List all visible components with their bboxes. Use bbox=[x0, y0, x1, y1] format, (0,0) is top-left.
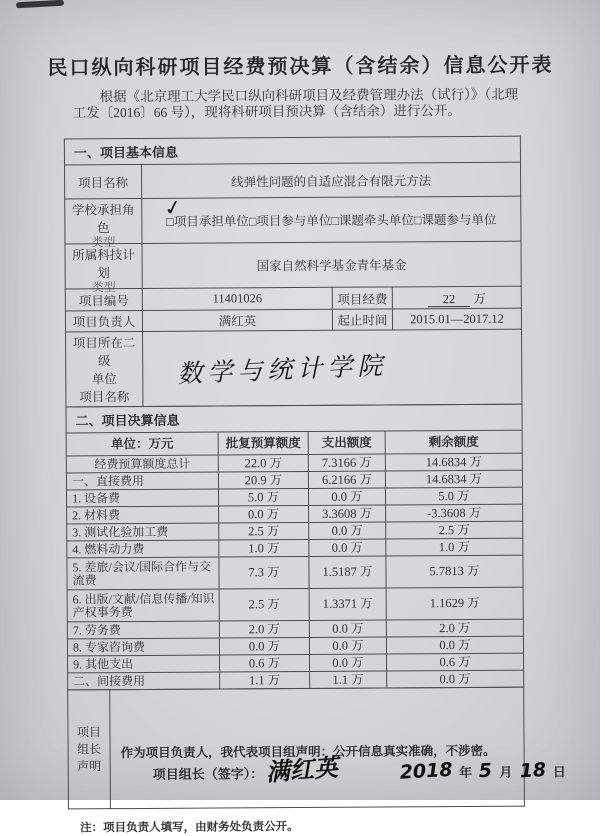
date-day-unit: 日 bbox=[553, 761, 566, 780]
cell-spent: 0.0 万 bbox=[309, 522, 386, 539]
declaration-row bbox=[68, 687, 525, 809]
cell-approved: 1.1 万 bbox=[220, 671, 310, 689]
cell-name: 7. 劳务费 bbox=[67, 621, 219, 639]
cell-name: 8. 专家咨询费 bbox=[67, 638, 219, 656]
cell-spent: 1.3371 万 bbox=[309, 588, 386, 620]
column-header-spent: 支出额度 bbox=[308, 431, 385, 454]
cell-spent: 0.0 万 bbox=[309, 637, 386, 654]
column-header-remaining: 剩余额度 bbox=[385, 430, 522, 454]
intro-paragraph: 根据《北京理工大学民口纵向科研项目及经费管理办法（试行）》（北理工发〔2016〕66 号），现将科研项目预决算（含结余）进行公开。 bbox=[73, 87, 525, 122]
signature-handwriting: 满红英 bbox=[264, 747, 338, 787]
signature-label: 项目组长（签字）： bbox=[153, 766, 264, 782]
cell-name: 1. 设备费 bbox=[66, 489, 218, 507]
date-month-handwriting: 5 bbox=[479, 760, 493, 783]
project-period-label: 起止时间 bbox=[332, 309, 392, 330]
cell-name: 一、直接费用 bbox=[66, 472, 218, 490]
signature-line bbox=[153, 748, 569, 786]
cell-remaining: 0.0 万 bbox=[387, 670, 524, 688]
department-handwriting: 数学与统计学院 bbox=[177, 346, 388, 391]
cell-spent: 1.5187 万 bbox=[309, 556, 386, 588]
program-type-label: 所属科技计划 类型 bbox=[65, 243, 142, 288]
department-row bbox=[66, 329, 522, 407]
budget-column-header-row bbox=[66, 430, 522, 456]
cell-remaining: 5.7813 万 bbox=[386, 555, 523, 588]
program-type-label-line2: 类型 bbox=[70, 281, 138, 287]
project-funding-label: 项目经费 bbox=[332, 287, 392, 309]
column-header-approved: 批复预算额度 bbox=[218, 431, 308, 455]
basic-info-table bbox=[64, 136, 523, 408]
declaration-label: 项目 组长 声明 bbox=[68, 690, 111, 809]
cell-spent: 7.3166 万 bbox=[308, 454, 385, 471]
cell-name: 2. 材料费 bbox=[67, 506, 219, 524]
cell-name: 4. 燃料动力费 bbox=[67, 540, 219, 558]
cell-approved: 2.0 万 bbox=[219, 620, 309, 638]
cell-remaining: 1.1629 万 bbox=[386, 587, 523, 620]
cell-remaining: 2.5 万 bbox=[386, 521, 523, 539]
cell-approved: 0.0 万 bbox=[219, 637, 309, 655]
cell-remaining: -3.3608 万 bbox=[386, 504, 523, 522]
cell-approved: 2.5 万 bbox=[219, 588, 309, 621]
cell-spent: 6.2166 万 bbox=[308, 471, 385, 488]
cell-name: 经费预算额度总计 bbox=[66, 455, 218, 473]
declaration-table bbox=[67, 687, 525, 810]
program-type-row bbox=[65, 241, 521, 289]
program-type-value: 国家自然科学基金青年基金 bbox=[142, 241, 521, 288]
cell-approved: 0.0 万 bbox=[219, 505, 309, 523]
cell-remaining: 0.6 万 bbox=[386, 653, 523, 671]
declaration-statement: 作为项目负责人，我代表项目组声明：公开信息真实准确，不涉密。 bbox=[121, 740, 514, 760]
footnote: 注：项目负责人填写，由财务处负责公开。 bbox=[80, 816, 605, 835]
cell-spent: 0.0 万 bbox=[309, 620, 386, 637]
cell-approved: 22.0 万 bbox=[218, 454, 308, 472]
role-type-label: 学校承担角色 类型 bbox=[65, 198, 142, 243]
project-funding-amount: 22 bbox=[428, 291, 471, 306]
budget-row bbox=[67, 555, 523, 590]
cell-approved: 0.6 万 bbox=[219, 654, 309, 672]
cell-spent: 0.0 万 bbox=[308, 488, 385, 505]
cell-approved: 5.0 万 bbox=[218, 488, 308, 506]
cell-remaining: 14.6834 万 bbox=[385, 453, 522, 471]
role-type-options-cell bbox=[142, 196, 521, 243]
role-type-label-line2: 类型 bbox=[69, 236, 137, 242]
project-funding-unit: 万 bbox=[473, 291, 486, 305]
role-type-options: □项目承担单位□项目参与单位□课题牵头单位□课题参与单位 bbox=[166, 213, 496, 229]
project-period-value: 2015.01—2017.12 bbox=[392, 308, 521, 330]
cell-name: 5. 差旅/会议/国际合作与交流费 bbox=[67, 557, 219, 590]
section1-heading-row bbox=[64, 136, 520, 165]
section2-heading: 二、项目决算信息 bbox=[66, 404, 522, 433]
cell-name: 二、间接费用 bbox=[68, 672, 220, 690]
project-name-row bbox=[65, 162, 521, 199]
cell-approved: 1.0 万 bbox=[219, 539, 309, 557]
cell-name: 3. 测试化验加工费 bbox=[67, 523, 219, 541]
cell-approved: 2.5 万 bbox=[219, 522, 309, 540]
budget-row bbox=[67, 587, 523, 622]
date-year-handwriting: 2018 bbox=[399, 759, 453, 784]
project-leader-label: 项目负责人 bbox=[65, 310, 142, 331]
cell-approved: 20.9 万 bbox=[218, 471, 308, 489]
cell-spent: 0.0 万 bbox=[309, 539, 386, 556]
date-day-handwriting: 18 bbox=[519, 759, 547, 783]
cell-remaining: 5.0 万 bbox=[385, 487, 522, 505]
project-name-label: 项目名称 bbox=[65, 164, 142, 198]
project-leader-value: 满红英 bbox=[142, 309, 332, 331]
form-title: 民口纵向科研项目经费预决算（含结余）信息公开表 bbox=[0, 0, 600, 81]
project-leader-row bbox=[65, 308, 521, 332]
project-number-row bbox=[65, 286, 521, 311]
cell-approved: 7.3 万 bbox=[219, 556, 309, 589]
cell-remaining: 1.0 万 bbox=[386, 538, 523, 556]
department-value-cell bbox=[143, 329, 522, 406]
project-number-value: 11401026 bbox=[142, 287, 332, 310]
cell-name: 9. 其他支出 bbox=[68, 655, 220, 673]
project-number-label: 项目编号 bbox=[65, 288, 142, 310]
budget-table bbox=[65, 404, 524, 691]
cell-remaining: 0.0 万 bbox=[386, 636, 523, 654]
project-name-value: 线弹性问题的自适应混合有限元方法 bbox=[142, 162, 521, 198]
declaration-content-cell bbox=[110, 687, 525, 809]
cell-remaining: 2.0 万 bbox=[386, 619, 523, 637]
cell-name: 6. 出版/文献/信息传播/知识产权事务费 bbox=[67, 589, 219, 622]
role-type-row bbox=[65, 196, 521, 244]
cell-spent: 3.3608 万 bbox=[309, 505, 386, 522]
cell-spent: 1.1 万 bbox=[310, 671, 387, 688]
checkmark-handwriting: ✓ bbox=[162, 194, 184, 221]
section1-heading: 一、项目基本信息 bbox=[64, 136, 520, 165]
date-month-unit: 月 bbox=[499, 762, 512, 781]
project-funding-value-cell bbox=[392, 286, 521, 309]
cell-remaining: 14.6834 万 bbox=[385, 470, 522, 488]
cell-spent: 0.0 万 bbox=[309, 654, 386, 671]
date-year-unit: 年 bbox=[459, 762, 472, 781]
column-header-unit: 单位：万元 bbox=[66, 432, 218, 456]
section2-heading-row bbox=[66, 404, 522, 433]
department-label: 项目所在二级 单位 项目名称 bbox=[66, 331, 143, 406]
